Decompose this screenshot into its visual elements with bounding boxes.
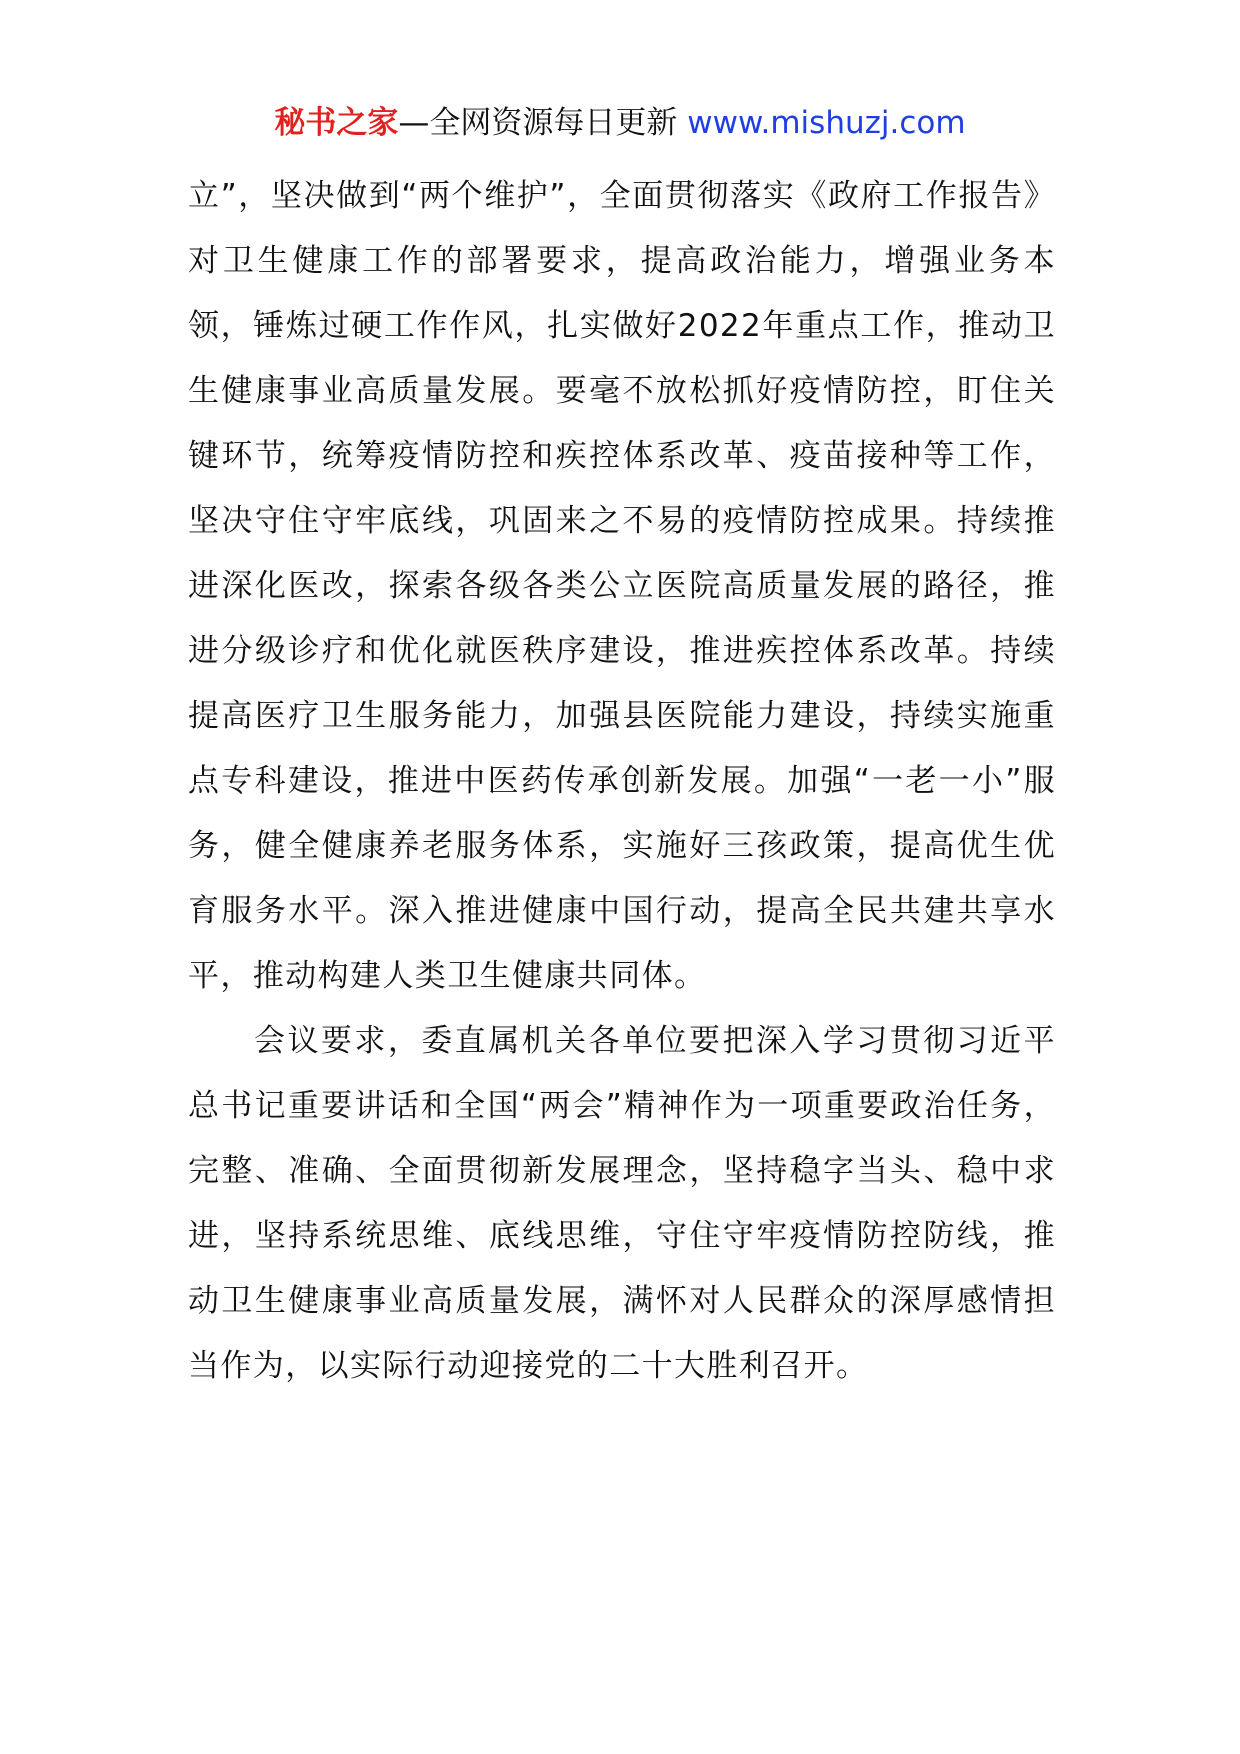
page-header bbox=[0, 100, 1240, 146]
paragraph-continuation: 立”，坚决做到“两个维护”，全面贯彻落实《政府工作报告》对卫生健康工作的部署要求，提高政治能力，增强业务本领，锤炼过硬工作作风，扎实做好2022年重点工作，推动卫生健康事业高质量发展。要毫不放松抓好疫情防控，盯住关键环节，统筹疫情防控和疾控体系改革、疫苗接种等工作，坚决守住守牢底线，巩固来之不易的疫情防控成果。持续推进深化医改，探索各级各类公立医院高质量发展的路径，推进分级诊疗和优化就医秩序建设，推进疾控体系改革。持续提高医疗卫生服务能力，加强县医院能力建设，持续实施重点专科建设，推进中医药传承创新发展。加强“一老一小”服务，健全健康养老服务体系，实施好三孩政策，提高优生优育服务水平。深入推进健康中国行动，提高全民共建共享水平，推动构建人类卫生健康共同体。 bbox=[188, 178, 1056, 994]
paragraph-meeting-requirements: 会议要求，委直属机关各单位要把深入学习贯彻习近平总书记重要讲话和全国“两会”精神作为一项重要政治任务，完整、准确、全面贯彻新发展理念，坚持稳字当头、稳中求进，坚持系统思维、底线思维，守住守牢疫情防控防线，推动卫生健康事业高质量发展，满怀对人民群众的深厚感情担当作为，以实际行动迎接党的二十大胜利召开。 bbox=[188, 1023, 1056, 1384]
header-brand: 秘书之家 bbox=[274, 105, 399, 141]
document-body bbox=[188, 164, 1056, 1399]
header-url-link[interactable]: www.mishuzj.com bbox=[687, 105, 966, 141]
header-slogan: —全网资源每日更新 bbox=[398, 105, 678, 141]
